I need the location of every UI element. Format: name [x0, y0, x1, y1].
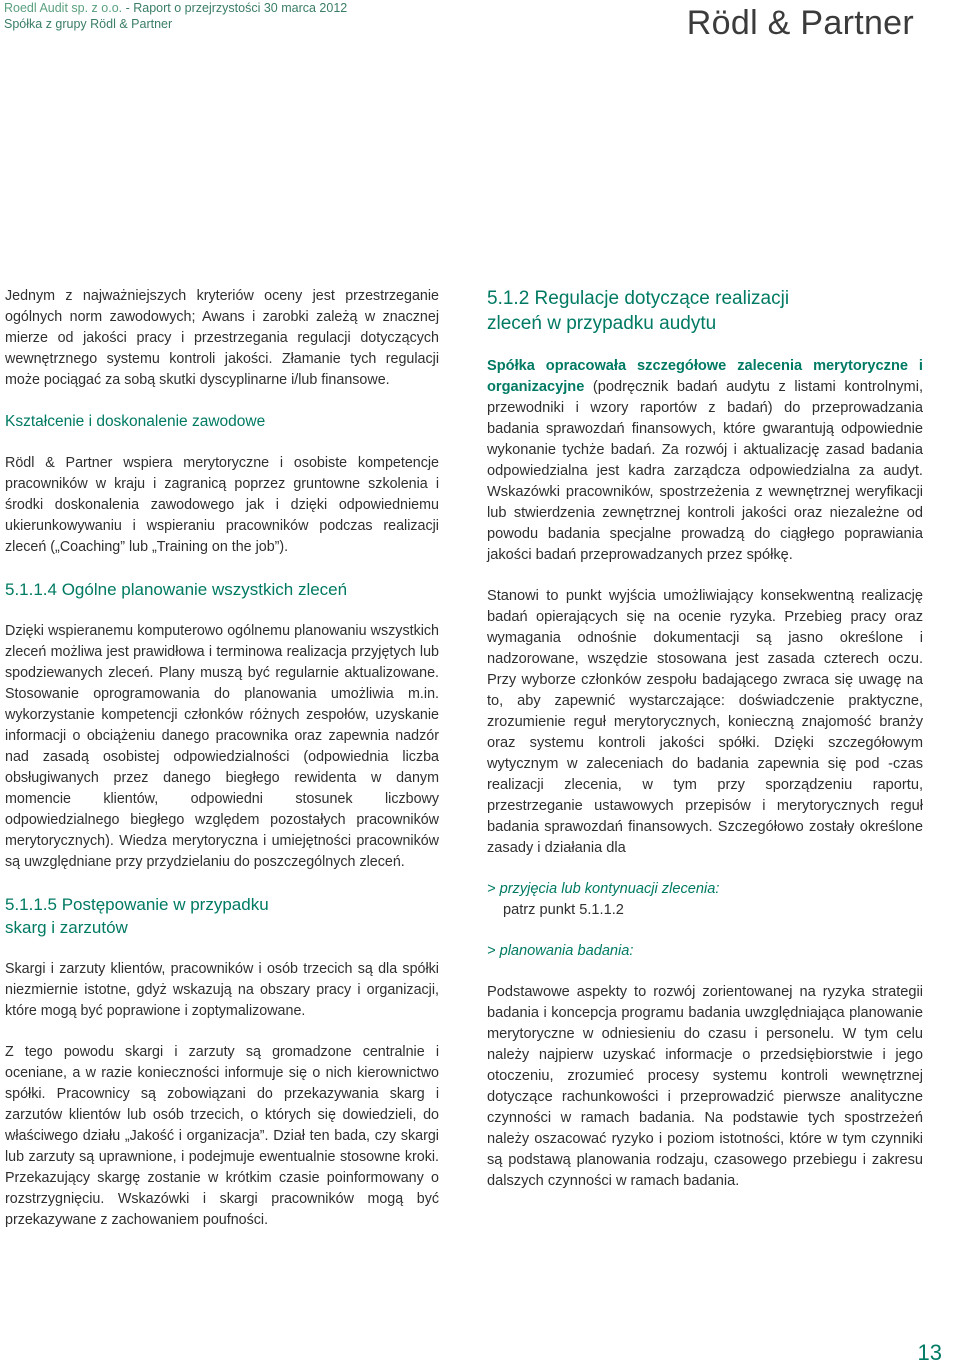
- list-item-acceptance: > przyjęcia lub kontynuacji zlecenia:: [487, 881, 720, 897]
- list-item-acceptance-ref: patrz punkt 5.1.1.2: [503, 902, 624, 918]
- list-item-planning: > planowania badania:: [487, 943, 634, 959]
- header-report-title: - Raport o przejrzystości 30 marca 2012: [122, 1, 348, 15]
- heading-5-1-1-5: [5, 893, 439, 939]
- paragraph-training: Rödl & Partner wspiera merytoryczne i osobiste kompetencje pracowników w kraju i zagranicą poprzez gruntowne szkolenia i środki doskonalenia zawodowego jak i dzięki odpowiedniemu ukierunkowywaniu i wspieraniu pracowników podczas realizacji zleceń („Coaching” lub „Training on the job”).: [5, 455, 439, 555]
- paragraph-complaints-intro: Skargi i zarzuty klientów, pracowników i osób trzecich są dla spółki niezmiernie istotne, gdyż wskazują na obszary pracy i organizacji, które mogą być poprawione i zoptymalizowane.: [5, 961, 439, 1019]
- right-column: [487, 286, 923, 1192]
- running-header: [4, 0, 347, 32]
- paragraph-complaints-process: Z tego powodu skargi i zarzuty są gromadzone centralnie i oceniane, a w razie konieczności informuje się o nich kierownictwo spółki. Pracownicy są zobowiązani do przekazywania skarg i zarzutów klientów lub osób trzecich, o których się dowiedzieli, do właściwego działu „Jakość i organizacja”. Dział ten bada, czy skargi lub zarzuty są uprawnione, i podejmuje ewentualnie stosowne kroki. Przekazujący skargę zostanie w krótkim czasie poinformowany o rozstrzygnięciu. Wskazówki i skargi pracowników mogą być przekazywane z zachowaniem poufności.: [5, 1044, 439, 1228]
- brand-logo-text: Rödl & Partner: [686, 4, 914, 42]
- heading-5-1-1-5-line1: 5.1.1.5 Postępowanie w przypadku: [5, 895, 269, 914]
- header-company: Roedl Audit sp. z o.o.: [4, 1, 123, 15]
- subheading-training: Kształcenie i doskonalenie zawodowe: [5, 413, 266, 430]
- left-column: [5, 286, 439, 1231]
- header-line-2: Spółka z grupy Rödl & Partner: [4, 17, 173, 31]
- audit-guidelines-body: (podręcznik badań audytu z listami kontrolnymi, przewodniki i wzory raportów z badań) do przeprowadzania badania sprawozdań finansowych, które gwarantują odpowiednie wykonanie tychże badań. Za rozwój i aktualizację zasad badania odpowiedzialna jest kadra zarządcza odpowiedzialna za audyt. Wskazówki pracowników, spostrzeżenia z wewnętrznej weryfikacji lub stwierdzenia zewnętrznej kontroli jakości oraz niezależne od powodu badania specjalne prowadzą do ciągłego poprawiania jakości badań przeprowadzanych przez spółkę.: [487, 379, 923, 563]
- audit-guidelines-lead: Spółka opracowała szczegółowe zalecenia merytoryczne i organizacyjne: [487, 358, 923, 395]
- heading-5-1-2-line1: 5.1.2 Regulacje dotyczące realizacji: [487, 288, 790, 309]
- paragraph-risk-based: Stanowi to punkt wyjścia umożliwiający konsekwentną realizację badań opierających się na ocenie ryzyka. Przebieg pracy oraz wymagania odnośnie dokumentacji są jasno określone i nadzorowane, wszędzie stosowana jest zasada czterech oczu. Przy wyborze członków zespołu badającego zwraca się uwagę na to, aby zapewnić wystarczające: doświadczenie praktyczne, zrozumienie reguł merytorycznych, konieczną znajomość branży oraz systemu kontroli jakości spółki. Dzięki szczegółowym wytycznym w zaleceniach do badania zapewnia się pod -czas realizacji zlecenia, w tym przy sporządzeniu raportu, przestrzeganie ustawowych przepisów i merytorycznych reguł badania sprawozdań finansowych. Szczegółowo zostały określone zasady i działania dla: [487, 588, 923, 856]
- paragraph-planning: Dzięki wspieranemu komputerowo ogólnemu planowaniu wszystkich zleceń możliwa jest prawidłowa i terminowa realizacja przyjętych lub spodziewanych zleceń. Plany muszą być regularnie aktualizowane. Stosowanie oprogramowania do planowania umożliwia m.in. wykorzystanie kompetencji członków różnych zespołów, uzyskanie informacji o obciążeniu danego pracownika oraz zapewnia nadzór nad zasadą osobistej odpowiedzialności (odpowiednia liczba obsługiwanych przez danego biegłego rewidenta w danym momencie klientów, odpowiedni stosunek liczbowy odpowiedzialnego biegłego względem pozostałych pracowników merytorycznych). Wiedza merytoryczna i umiejętności pracowników są uwzględniane przy przydzielaniu do poszczególnych zleceń.: [5, 623, 439, 870]
- page-number: 13: [917, 1340, 942, 1365]
- heading-5-1-1-4: 5.1.1.4 Ogólne planowanie wszystkich zleceń: [5, 580, 348, 599]
- heading-5-1-2: [487, 286, 923, 336]
- paragraph-evaluation: Jednym z najważniejszych kryteriów oceny jest przestrzeganie ogólnych norm zawodowych; Awans i zarobki zależą w znacznej mierze od jakości pracy i przestrzegania regulacji dotyczących wewnętrznego systemu kontroli jakości. Złamanie tych regulacji może pociągać za sobą skutki dyscyplinarne i/lub finansowe.: [5, 288, 439, 388]
- heading-5-1-1-5-line2: skarg i zarzutów: [5, 918, 128, 937]
- heading-5-1-2-line2: zleceń w przypadku audytu: [487, 313, 717, 334]
- paragraph-audit-guidelines: [487, 356, 923, 566]
- header-line-1: [4, 0, 347, 16]
- paragraph-planning-aspects: Podstawowe aspekty to rozwój zorientowanej na ryzyka strategii badania i koncepcja programu badania uwzględniająca planowanie merytoryczne w odniesieniu do czasu i personelu. W tym celu należy najpierw uzyskać informacje o przedsiębiorstwie i jego otoczeniu, zrozumieć procesy systemu kontroli wewnętrznej dotyczące rachunkowości i przeprowadzić pierwsze analityczne czynności w ramach badania. Na podstawie tych spostrzeżeń należy oszacować ryzyko i poziom istotności, które w tym czynniki są podstawą planowania rodzaju, czasowego przebiegu i zakresu dalszych czynności w ramach badania.: [487, 984, 923, 1189]
